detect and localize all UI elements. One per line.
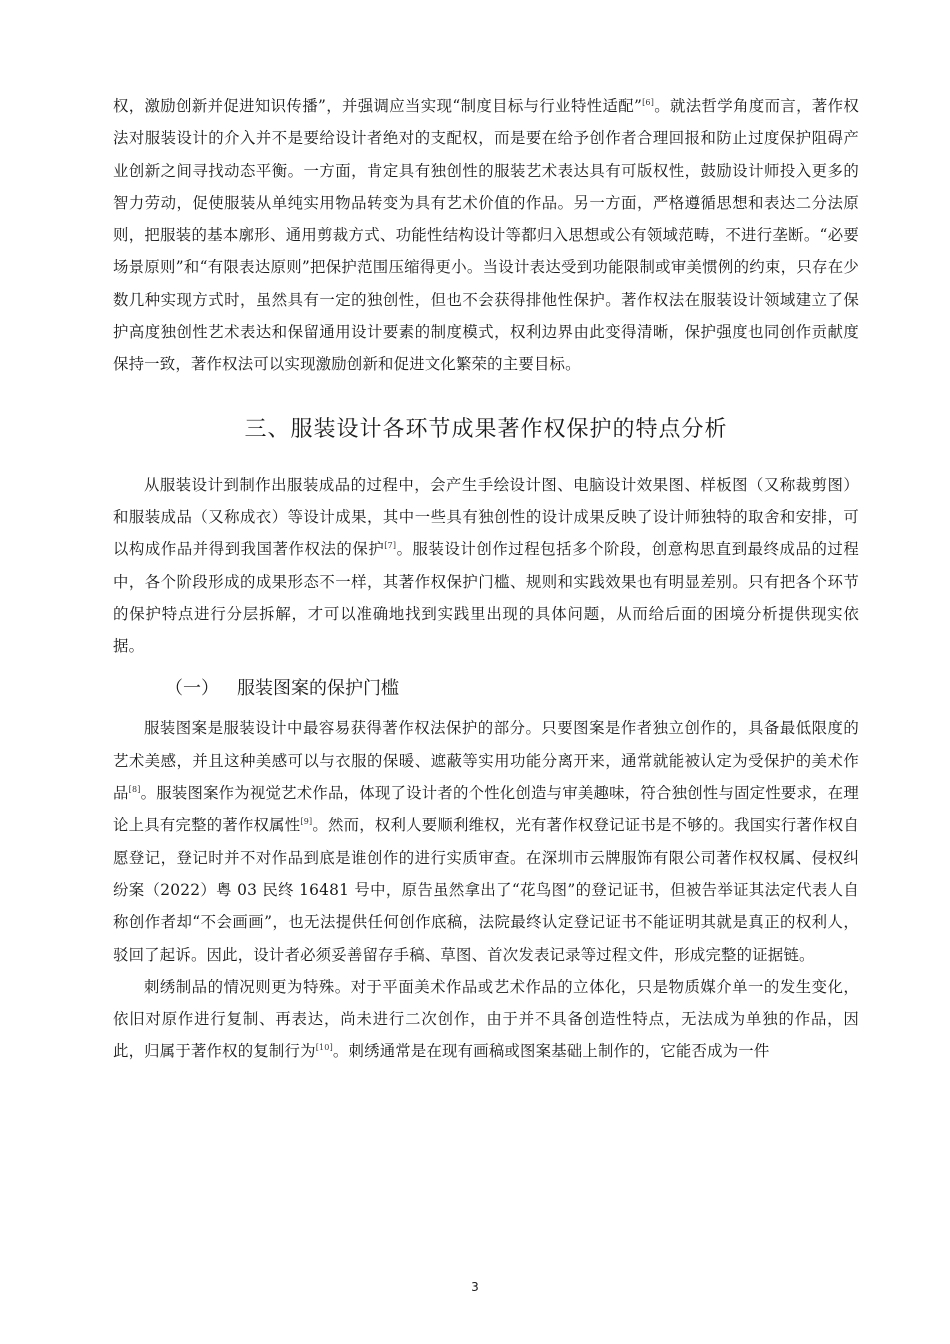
citation-ref: [8] [128, 784, 141, 794]
paragraph [113, 712, 859, 970]
citation-ref: [10] [315, 1043, 333, 1053]
section-heading: 三、服装设计各环节成果著作权保护的特点分析 [244, 416, 728, 442]
citation-ref: [9] [300, 817, 313, 827]
citation-ref: [7] [384, 541, 397, 551]
text-run: 。刺绣通常是在现有画稿或图案基础上制作的，它能否成为一件 [332, 1042, 770, 1061]
text-run: 权，激励创新并促进知识传播”，并强调应当实现“制度目标与行业特性适配” [113, 97, 643, 115]
text-run: 。就法哲学角度而言，著作权法对服装设计的介入并不是要给设计者绝对的支配权，而是要在给予创作者合理回报和防止过度保护阻碍产业创新之间寻找动态平衡。一方面，肯定具有独创性的服装艺术表达具有可版权性，鼓励设计师投入更多的智力劳动，促使服装从单纯实用物品转变为具有艺术价值的作品。另一方面，严格遵循思想和表达二分法原则，把服装的基本廓形、通用剪裁方式、功能性结构设计等都归入思想或公有领域范畴，不进行垄断。“必要场景原则”和“有限表达原则”把保护范围压缩得更小。当设计表达受到功能限制或审美惯例的约束，只存在少数几种实现方式时，虽然具有一定的独创性，但也不会获得排他性保护。著作权法在服装设计领域建立了保护高度独创性艺术表达和保留通用设计要素的制度模式，权利边界由此变得清晰，保护强度也同创作贡献度保持一致，著作权法可以实现激励创新和促进文化繁荣的主要目标。 [113, 97, 859, 374]
paragraph [113, 971, 859, 1068]
text-run: 刺绣制品的情况则更为特殊。对于平面美术作品或艺术作品的立体化，只是物质媒介单一的发生变化，依旧对原作进行复制、再表达，尚未进行二次创作，由于并不具备创造性特点，无法成为单独的作品，因此，归属于著作权的复制行为 [113, 977, 859, 1061]
page-number: 3 [471, 1280, 479, 1294]
citation-ref: [6] [642, 97, 655, 107]
subsection-heading [113, 674, 859, 704]
text-run: 。然而，权利人要顺利维权，光有著作权登记证书是不够的。我国实行著作权自愿登记，登记时并不对作品到底是谁创作的进行实质审查。在深圳市云牌服饰有限公司著作权权属、侵权纠纷案（2022）粤 03 民终 16481 号中，原告虽然拿出了“花鸟图”的登记证书，但被告举证其法定代表人自称创作者却“不会画画”，也无法提供任何创作底稿，法院最终认定登记证书不能证明其就是真正的权利人，驳回了起诉。因此，设计者必须妥善留存手稿、草图、首次发表记录等过程文件，形成完整的证据链。 [113, 816, 859, 964]
subsection-number: （一） [165, 678, 219, 700]
paragraph-continued [113, 90, 859, 381]
page-body [113, 90, 859, 1068]
text-run: 。服装图案作为视觉艺术作品，体现了设计者的个性化创造与审美趣味，符合独创性与固定性要求，在理论上具有完整的著作权属性 [113, 784, 860, 835]
paragraph [113, 469, 859, 663]
text-run: 。服装设计创作过程包括多个阶段，创意构思直到最终成品的过程中，各个阶段形成的成果形态不一样，其著作权保护门槛、规则和实践效果也有明显差别。只有把各个环节的保护特点进行分层拆解，才可以准确地找到实践里出现的具体问题，从而给后面的困境分析提供现实依据。 [113, 540, 859, 656]
text-run: 从服装设计到制作出服装成品的过程中，会产生手绘设计图、电脑设计效果图、样板图（又称裁剪图）和服装成品（又称成衣）等设计成果，其中一些具有独创性的设计成果反映了设计师独特的取舍和安排，可以构成作品并得到我国著作权法的保护 [113, 475, 859, 559]
text-run: 服装图案是服装设计中最容易获得著作权法保护的部分。只要图案是作者独立创作的，具备最低限度的艺术美感，并且这种美感可以与衣服的保暖、遮蔽等实用功能分离开来，通常就能被认定为受保护的美术作品 [113, 719, 859, 803]
subsection-title: 服装图案的保护门槛 [237, 678, 399, 700]
